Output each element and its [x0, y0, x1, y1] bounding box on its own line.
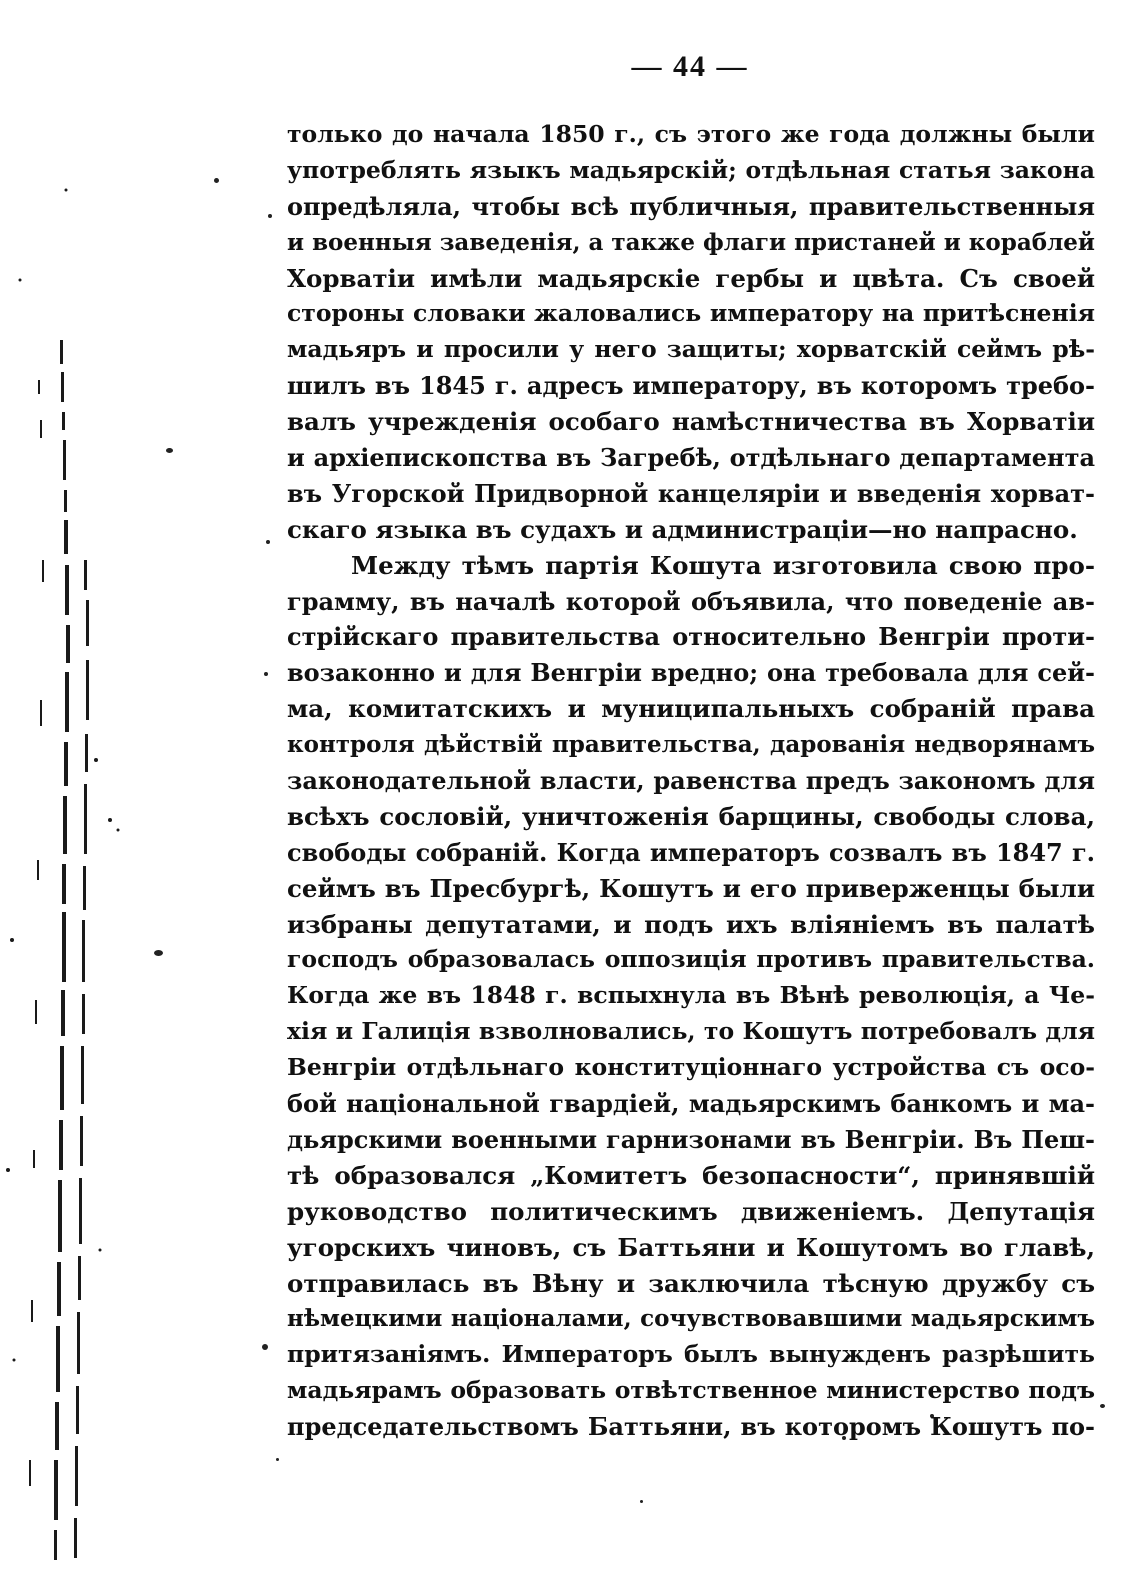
text-line: возаконно и для Венгріи вредно; она требовала для сей-: [287, 658, 1095, 688]
scan-speck: [1100, 1404, 1105, 1408]
text-line: скаго языка въ судахъ и администраціи—но напрасно.: [287, 514, 1078, 544]
text-line: и военныя заведенія, а также флаги пристаней и кораблей: [287, 228, 1095, 256]
text-line: законодательной власти, равенства предъ закономъ для: [287, 766, 1095, 796]
text-line: господъ образовалась оппозиція противъ правительства.: [287, 945, 1095, 974]
text-line: отправилась въ Вѣну и заключила тѣсную дружбу съ: [287, 1268, 1095, 1298]
text-line: руководство политическимъ движеніемъ. Депутація: [287, 1196, 1095, 1226]
text-line: председательствомъ Баттьяни, въ которомъ Кошутъ по-: [287, 1412, 1095, 1442]
scan-speck: [268, 214, 272, 218]
text-line: стрійскаго правительства относительно Венгріи проти-: [287, 622, 1095, 652]
text-line: стороны словаки жаловались императору на притѣсненія: [287, 299, 1095, 328]
text-line: мадьяръ и просили у него защиты; хорватскій сеймъ рѣ-: [287, 335, 1095, 364]
text-line: Венгріи отдѣльнаго конституціоннаго устройства съ осо-: [287, 1053, 1095, 1082]
text-line: опредѣляла, чтобы всѣ публичныя, правительственныя: [287, 191, 1095, 221]
scan-margin-artifacts: [0, 0, 140, 1567]
text-line: валъ учрежденія особаго намѣстничества въ Хорватіи: [287, 407, 1095, 437]
scan-noise-graphic: [0, 0, 140, 1567]
scan-speck: [166, 448, 173, 453]
text-line: употреблять языкъ мадьярскій; отдѣльная статья закона: [287, 155, 1095, 184]
text-line: свободы собраній. Когда императоръ созвалъ въ 1847 г.: [287, 837, 1095, 867]
text-line: угорскихъ чиновъ, съ Баттьяни и Кошутомъ во главѣ,: [287, 1232, 1095, 1262]
text-line: въ Угорской Придворной канцеляріи и введенія хорват-: [287, 478, 1095, 508]
scan-speck: [266, 540, 270, 544]
text-line: избраны депутатами, и подъ ихъ вліяніемъ въ палатѣ: [287, 909, 1095, 939]
scan-speck: [276, 1458, 279, 1461]
text-line: дьярскими военными гарнизонами въ Венгріи. Въ Пеш-: [287, 1124, 1095, 1154]
paragraph-first-line: Между тѣмъ партія Кошута изготовила свою про-: [351, 550, 1095, 580]
body-text: [287, 117, 1095, 1445]
text-line: всѣхъ сословій, уничтоженія барщины, свободы слова,: [287, 801, 1095, 831]
page-number: — 44 —: [631, 50, 749, 83]
text-line: Хорватіи имѣли мадьярскіе гербы и цвѣта. Съ своей: [287, 263, 1095, 293]
scan-speck: [154, 950, 163, 956]
text-line: сеймъ въ Пресбургѣ, Кошутъ и его приверженцы были: [287, 873, 1095, 903]
scan-speck: [262, 1344, 268, 1350]
text-line: притязаніямъ. Императоръ былъ вынужденъ разрѣшить: [287, 1340, 1095, 1369]
text-line: ма, комитатскихъ и муниципальныхъ собраній права: [287, 694, 1095, 724]
text-line: хія и Галиція взволновались, то Кошутъ потребовалъ для: [287, 1017, 1095, 1046]
text-line: Когда же въ 1848 г. вспыхнула въ Вѣнѣ революція, а Че-: [287, 981, 1095, 1010]
scan-speck: [264, 672, 268, 676]
text-line: нѣмецкими націоналами, сочувствовавшими мадьярскимъ: [287, 1305, 1095, 1333]
text-line: шилъ въ 1845 г. адресъ императору, въ которомъ требо-: [287, 371, 1095, 401]
scan-speck: [214, 178, 219, 183]
text-line: мадьярамъ образовать отвѣтственное министерство подъ: [287, 1376, 1095, 1405]
text-line: контроля дѣйствій правительства, дарованія недворянамъ: [287, 731, 1095, 759]
text-line: грамму, въ началѣ которой объявила, что поведеніе ав-: [287, 586, 1095, 616]
text-line: бой національной гвардіей, мадьярскимъ банкомъ и ма-: [287, 1089, 1095, 1119]
text-line: только до начала 1850 г., съ этого же года должны были: [287, 120, 1095, 148]
scan-speck: [640, 1500, 643, 1503]
text-line: тѣ образовался „Комитетъ безопасности“, принявшій: [287, 1160, 1095, 1190]
text-line: и архіепископства въ Загребѣ, отдѣльнаго департамента: [287, 443, 1095, 473]
